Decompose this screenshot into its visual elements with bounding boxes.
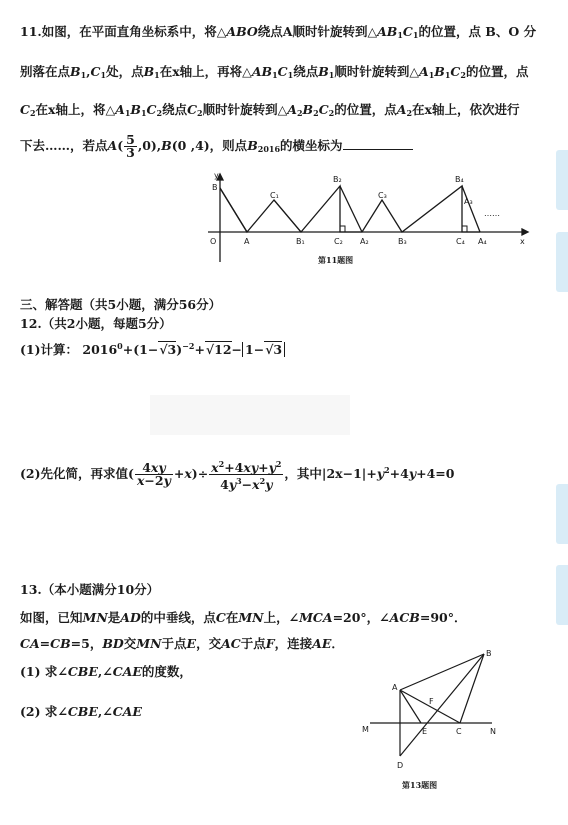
q13-fig-caption: 第13题图 [402,780,438,790]
segment-bd [400,654,484,756]
fig-label: M [362,725,369,734]
fig-label: y [214,171,219,180]
fig-label: C [456,727,462,736]
q11-fig-caption: 第11题图 [318,255,354,265]
segment-ab [400,654,484,690]
side-tab [556,150,568,210]
fig-label: B₁ [296,237,305,246]
fig-label: C₄ [456,237,465,246]
fig-label: C₁ [270,191,279,200]
fig-label: F [429,697,434,706]
fig-label: A [392,683,398,692]
segment-b2-a2 [340,186,362,232]
q11-line-4: 下去……，若点A( $\frac{5}{3}$ ,0),B(0 ,4)，则点B2016的横坐标为 [20,134,413,159]
q11-line-2: 别落在点B1,C1处，点B1在x轴上，再将△AB1C1绕点B1顺时针旋转到△A1B1C2的位置，点 [20,64,529,80]
q13-figure [360,648,520,778]
x-axis-arrow [522,229,528,235]
triangle-chain [220,186,480,232]
watermark-faint [150,395,350,435]
fig-label: C₃ [378,191,387,200]
fig-label: A₄ [478,237,487,246]
segment-bc [460,654,484,723]
q11-line-3: C2在x轴上，将△A1B1C2绕点C2顺时针旋转到△A2B2C2的位置，点A2在x轴上，依次进行 [20,102,520,118]
segment-a-o [220,188,247,232]
fig-label: E [422,727,428,736]
q12-title: 12.（共2小题，每题5分） [20,316,172,331]
side-tab [556,484,568,544]
fig-label: N [490,727,496,736]
right-angle-c2 [340,226,345,232]
fig-label: B [486,649,492,658]
q12-1: (1)计算： $2016^0+(1-√3)^{-2}+√12- 1-√3$ [20,340,285,358]
q13-sub-1: (1) 求∠CBE,∠CAE的度数， [20,664,192,679]
answer-blank [343,138,413,150]
fig-label: B₄ [455,175,464,184]
q13-sub-2: (2) 求∠CBE,∠CAE [20,704,142,719]
segment-ae [400,690,421,723]
fig-label: B [212,183,218,192]
fig-label: B₃ [398,237,407,246]
side-tab [556,565,568,625]
fig-label: x [520,237,525,246]
fig-label: D [397,761,404,770]
q11-line-1: 11.如图，在平面直角坐标系中，将△ABO绕点A顺时针旋转到△AB1C1的位置，点 B、O 分 [20,24,537,40]
fig-label: A₂ [360,237,369,246]
fig-label: C₂ [334,237,343,246]
q12-2: (2)先化简，再求值( $\frac{4xy}{x-2y}$ +x)÷ $\frac{x^2+4xy+y^2}{4y^3-x^2y}$ ，其中$|2x-1|+y^2+4y+4=0$ [20,459,455,492]
fig-label: A₃ [464,197,473,206]
fig-label: B₂ [333,175,342,184]
q13-line-2: CA=CB=5，BD交MN于点E，交AC于点F，连接AE． [20,636,344,651]
right-angle-c4 [462,226,467,232]
q13-title: 13.（本小题满分10分） [20,582,160,597]
segment-b4-a4 [462,186,480,232]
fig-label: A [244,237,250,246]
segment-b1-c1 [274,200,301,232]
fig-label: O [210,237,217,246]
q11-figure [200,170,540,270]
side-tab [556,232,568,292]
q13-line-1: 如图，已知MN是AD的中垂线，点C在MN上，∠MCA=20°，∠ACB=90°． [20,610,467,625]
fig-label: …… [484,209,500,218]
section3-heading: 三、解答题（共5小题，满分56分） [20,297,222,312]
